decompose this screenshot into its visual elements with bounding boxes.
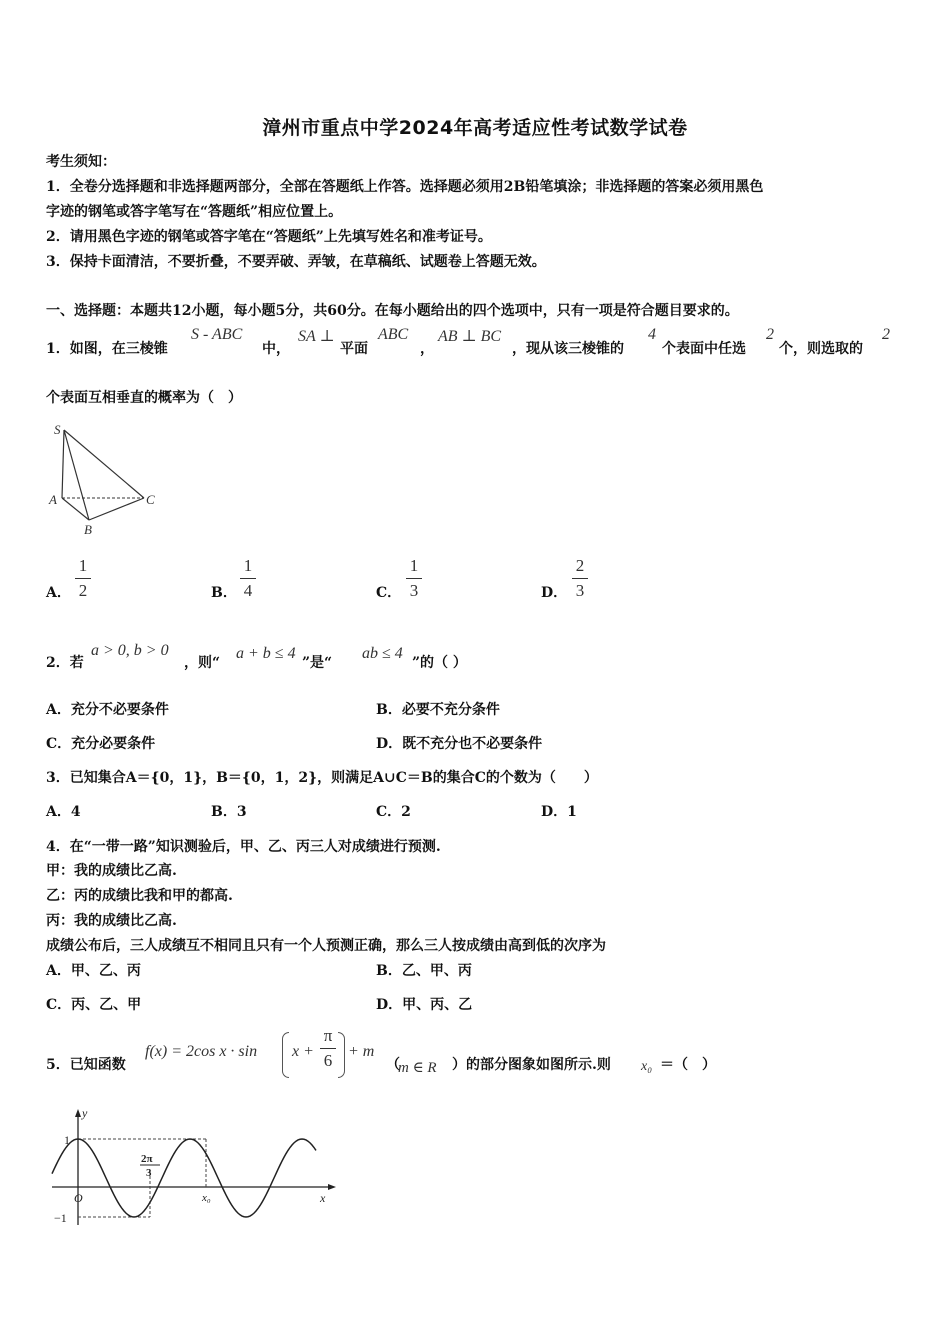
y-axis-label: y (82, 1106, 88, 1120)
section-heading: 一、选择题：本题共12小题，每小题5分，共60分。在每小题给出的四个选项中，只有一项是符合题目要求的。 (46, 303, 739, 319)
q1-text-3: 平面 (340, 341, 368, 357)
q5-right-paren (338, 1032, 345, 1078)
q5-text-3: ）的部分图象如图所示.则 (452, 1057, 611, 1073)
tick-one: 1 (64, 1133, 70, 1147)
q1-option-c-num: 1 (409, 556, 419, 575)
edge-sa (62, 430, 64, 498)
x-axis-label: x (320, 1191, 326, 1205)
q5-pi-num: π (323, 1026, 333, 1045)
q2-option-d[interactable]: D．既不充分也不必要条件 (376, 736, 543, 752)
notice-line-1a: 1．全卷分选择题和非选择题两部分，全部在答题纸上作答。选择题必须用2B铅笔填涂；非选择题的答案必须用黑色 (46, 179, 764, 195)
q1-option-c-fraction (404, 556, 424, 601)
edge-sc (64, 430, 144, 498)
q4-line-4: 丙：我的成绩比乙高. (46, 913, 177, 929)
edge-bc (89, 498, 144, 520)
q1-text-5: ，现从该三棱锥的 (512, 341, 624, 357)
x-axis-arrow (328, 1184, 336, 1190)
q1-option-b-den: 4 (243, 581, 253, 600)
q3-option-b[interactable]: B．3 (211, 804, 247, 820)
origin-label: O (74, 1191, 83, 1205)
q3-option-a[interactable]: A．4 (46, 804, 81, 820)
q1-math-sa-perp: SA ⊥ (298, 328, 335, 345)
vertex-s-label: S (54, 422, 61, 437)
q1-math-sabc: S - ABC (191, 326, 243, 343)
q4-option-d[interactable]: D．甲、丙、乙 (376, 997, 473, 1013)
q1-option-d-num: 2 (575, 556, 585, 575)
q4-line-1: 4．在“一带一路”知识测验后，甲、乙、丙三人对成绩进行预测. (46, 839, 441, 855)
q5-left-paren (282, 1032, 289, 1078)
tick-2pi-den: 3 (146, 1167, 152, 1179)
edge-ab (62, 498, 89, 520)
page-title: 漳州市重点中学2024年高考适应性考试数学试卷 (262, 117, 688, 139)
q4-line-2: 甲：我的成绩比乙高. (46, 863, 177, 879)
q5-text-4: ＝（ ） (660, 1057, 716, 1073)
notice-line-1b: 字迹的钢笔或答字笔写在“答题纸”相应位置上。 (46, 204, 343, 220)
q1-tetrahedron-figure (44, 420, 174, 540)
q5-sine-graph (44, 1105, 344, 1230)
vertex-b-label: B (84, 522, 92, 537)
q3-option-d[interactable]: D．1 (541, 804, 577, 820)
q1-option-a-label[interactable]: A． (46, 585, 71, 601)
q2-option-b[interactable]: B．必要不充分条件 (376, 702, 500, 718)
q1-text-2: 中， (262, 341, 290, 357)
q2-option-a[interactable]: A．充分不必要条件 (46, 702, 169, 718)
q5-text-1: 5．已知函数 (46, 1057, 126, 1073)
y-axis-arrow (75, 1109, 81, 1117)
q1-option-c-label[interactable]: C． (376, 585, 402, 601)
q1-math-abc: ABC (378, 326, 409, 343)
q5-pi-den: 6 (323, 1051, 333, 1070)
tick-neg-one: −1 (54, 1211, 67, 1225)
q1-option-d-den: 3 (575, 581, 585, 600)
notice-heading: 考生须知： (46, 154, 116, 170)
q1-text-7: 个，则选取的 (779, 341, 863, 357)
vertex-a-label: A (49, 492, 57, 507)
q4-option-c[interactable]: C．丙、乙、甲 (46, 997, 142, 1013)
q1-option-a-fraction (73, 556, 93, 601)
q5-pi-fraction (318, 1026, 338, 1071)
q1-text-4: ， (420, 341, 434, 357)
q2-option-c[interactable]: C．充分必要条件 (46, 736, 156, 752)
q4-line-5: 成绩公布后，三人成绩互不相同且只有一个人预测正确，那么三人按成绩由高到低的次序为 (46, 938, 606, 954)
q1-option-a-den: 2 (78, 581, 88, 600)
q3-option-c[interactable]: C．2 (376, 804, 411, 820)
q5-math-m-in-r: m ∈ R (398, 1060, 437, 1076)
q4-line-3: 乙：丙的成绩比我和甲的都高. (46, 888, 233, 904)
q1-text-8: 个表面互相垂直的概率为（ ） (46, 390, 242, 406)
q1-math-2b: 2 (882, 326, 890, 343)
q5-math-inner: x + (292, 1043, 314, 1060)
q1-option-c-den: 3 (409, 581, 419, 600)
q3-text: 3．已知集合A＝{0，1}，B＝{0，1，2}，则满足A∪C＝B的集合C的个数为（ ） (46, 770, 598, 786)
tick-2pi-num: 2π (141, 1153, 153, 1165)
q1-option-a-num: 1 (78, 556, 88, 575)
q2-text-2: ，则“ (184, 655, 221, 671)
q2-math-condition: a > 0, b > 0 (91, 642, 169, 659)
q5-text-2: （ (386, 1057, 400, 1073)
q5-math-function: f(x) = 2cos x · sin (145, 1043, 258, 1060)
q4-option-a[interactable]: A．甲、乙、丙 (46, 963, 141, 979)
q1-option-d-fraction (570, 556, 590, 601)
q1-math-2a: 2 (766, 326, 774, 343)
q1-option-b-label[interactable]: B． (211, 585, 237, 601)
q1-math-4: 4 (648, 326, 656, 343)
q1-option-b-fraction (238, 556, 258, 601)
sine-curve (52, 1139, 316, 1217)
q4-option-b[interactable]: B．乙、甲、丙 (376, 963, 472, 979)
notice-line-3: 3．保持卡面清洁，不要折叠，不要弄破、弄皱，在草稿纸、试题卷上答题无效。 (46, 254, 546, 270)
q2-text-4: ”的（ ） (412, 655, 467, 671)
notice-line-2: 2．请用黑色字迹的钢笔或答字笔在“答题纸”上先填写姓名和准考证号。 (46, 229, 492, 245)
q5-math-x0: x₀ (641, 1059, 653, 1074)
q2-math-product: ab ≤ 4 (362, 645, 403, 662)
q1-math-ab-perp-bc: AB ⊥ BC (438, 328, 502, 345)
q1-text-6: 个表面中任选 (662, 341, 746, 357)
q5-math-plus-m: + m (348, 1043, 375, 1060)
tick-x0: x₀ (202, 1192, 211, 1204)
q2-text-1: 2．若 (46, 655, 84, 671)
vertex-c-label: C (146, 492, 155, 507)
edge-sb (64, 430, 89, 520)
q1-text-1: 1．如图，在三棱锥 (46, 341, 168, 357)
q2-math-sum: a + b ≤ 4 (236, 645, 296, 662)
q2-text-3: ”是“ (302, 655, 333, 671)
q1-option-d-label[interactable]: D． (541, 585, 568, 601)
q1-option-b-num: 1 (243, 556, 253, 575)
